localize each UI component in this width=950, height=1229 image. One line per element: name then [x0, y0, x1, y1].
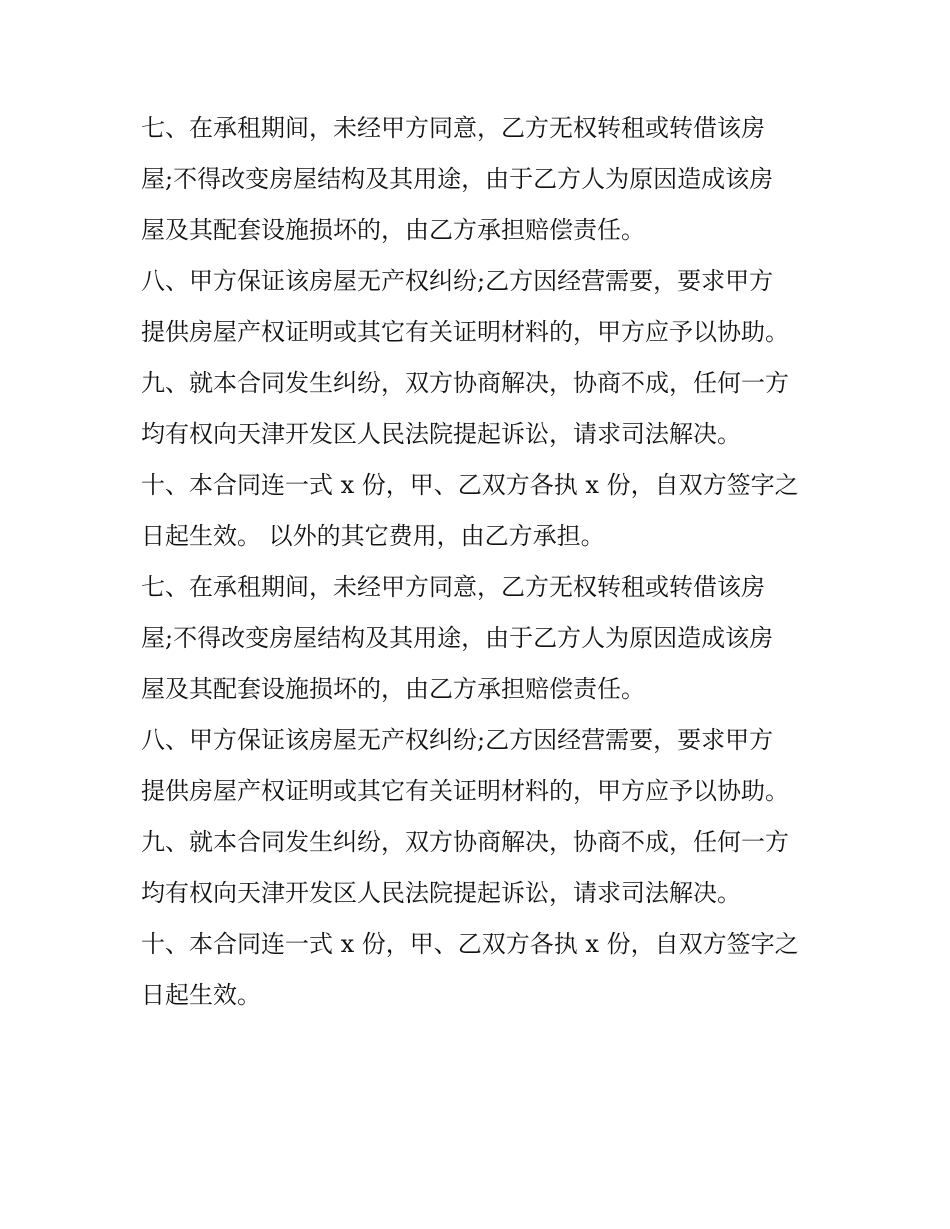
- text-line-clause-7-repeat-a: 七、在承租期间，未经甲方同意，乙方无权转租或转借该房: [141, 573, 765, 601]
- text-line-clause-10-repeat-a: 十、本合同连一式 x 份，甲、乙双方各执 x 份，自双方签字之: [141, 930, 799, 958]
- text-line-clause-7-repeat-c: 屋及其配套设施损坏的，由乙方承担赔偿责任。: [141, 675, 645, 703]
- text-line-clause-7-c: 屋及其配套设施损坏的，由乙方承担赔偿责任。: [141, 216, 645, 244]
- text-line-clause-10-a: 十、本合同连一式 x 份，甲、乙双方各执 x 份，自双方签字之: [141, 471, 799, 499]
- text-line-clause-7-repeat-b: 屋;不得改变房屋结构及其用途，由于乙方人为原因造成该房: [141, 624, 774, 652]
- text-line-clause-8-repeat-a: 八、甲方保证该房屋无产权纠纷;乙方因经营需要，要求甲方: [141, 726, 774, 754]
- text-line-clause-8-b: 提供房屋产权证明或其它有关证明材料的，甲方应予以协助。: [141, 318, 789, 346]
- text-line-clause-10-b: 日起生效。 以外的其它费用，由乙方承担。: [141, 522, 605, 550]
- text-line-clause-8-repeat-b: 提供房屋产权证明或其它有关证明材料的，甲方应予以协助。: [141, 777, 789, 805]
- text-line-clause-7-b: 屋;不得改变房屋结构及其用途，由于乙方人为原因造成该房: [141, 165, 774, 193]
- text-line-clause-9-a: 九、就本合同发生纠纷，双方协商解决，协商不成，任何一方: [141, 369, 789, 397]
- text-line-clause-9-repeat-b: 均有权向天津开发区人民法院提起诉讼，请求司法解决。: [141, 879, 741, 907]
- text-line-clause-7-a: 七、在承租期间，未经甲方同意，乙方无权转租或转借该房: [141, 114, 765, 142]
- text-line-clause-9-b: 均有权向天津开发区人民法院提起诉讼，请求司法解决。: [141, 420, 741, 448]
- document-body: [141, 103, 821, 1021]
- text-line-clause-9-repeat-a: 九、就本合同发生纠纷，双方协商解决，协商不成，任何一方: [141, 828, 789, 856]
- text-line-clause-8-a: 八、甲方保证该房屋无产权纠纷;乙方因经营需要，要求甲方: [141, 267, 774, 295]
- text-line-clause-10-repeat-b: 日起生效。: [141, 981, 261, 1009]
